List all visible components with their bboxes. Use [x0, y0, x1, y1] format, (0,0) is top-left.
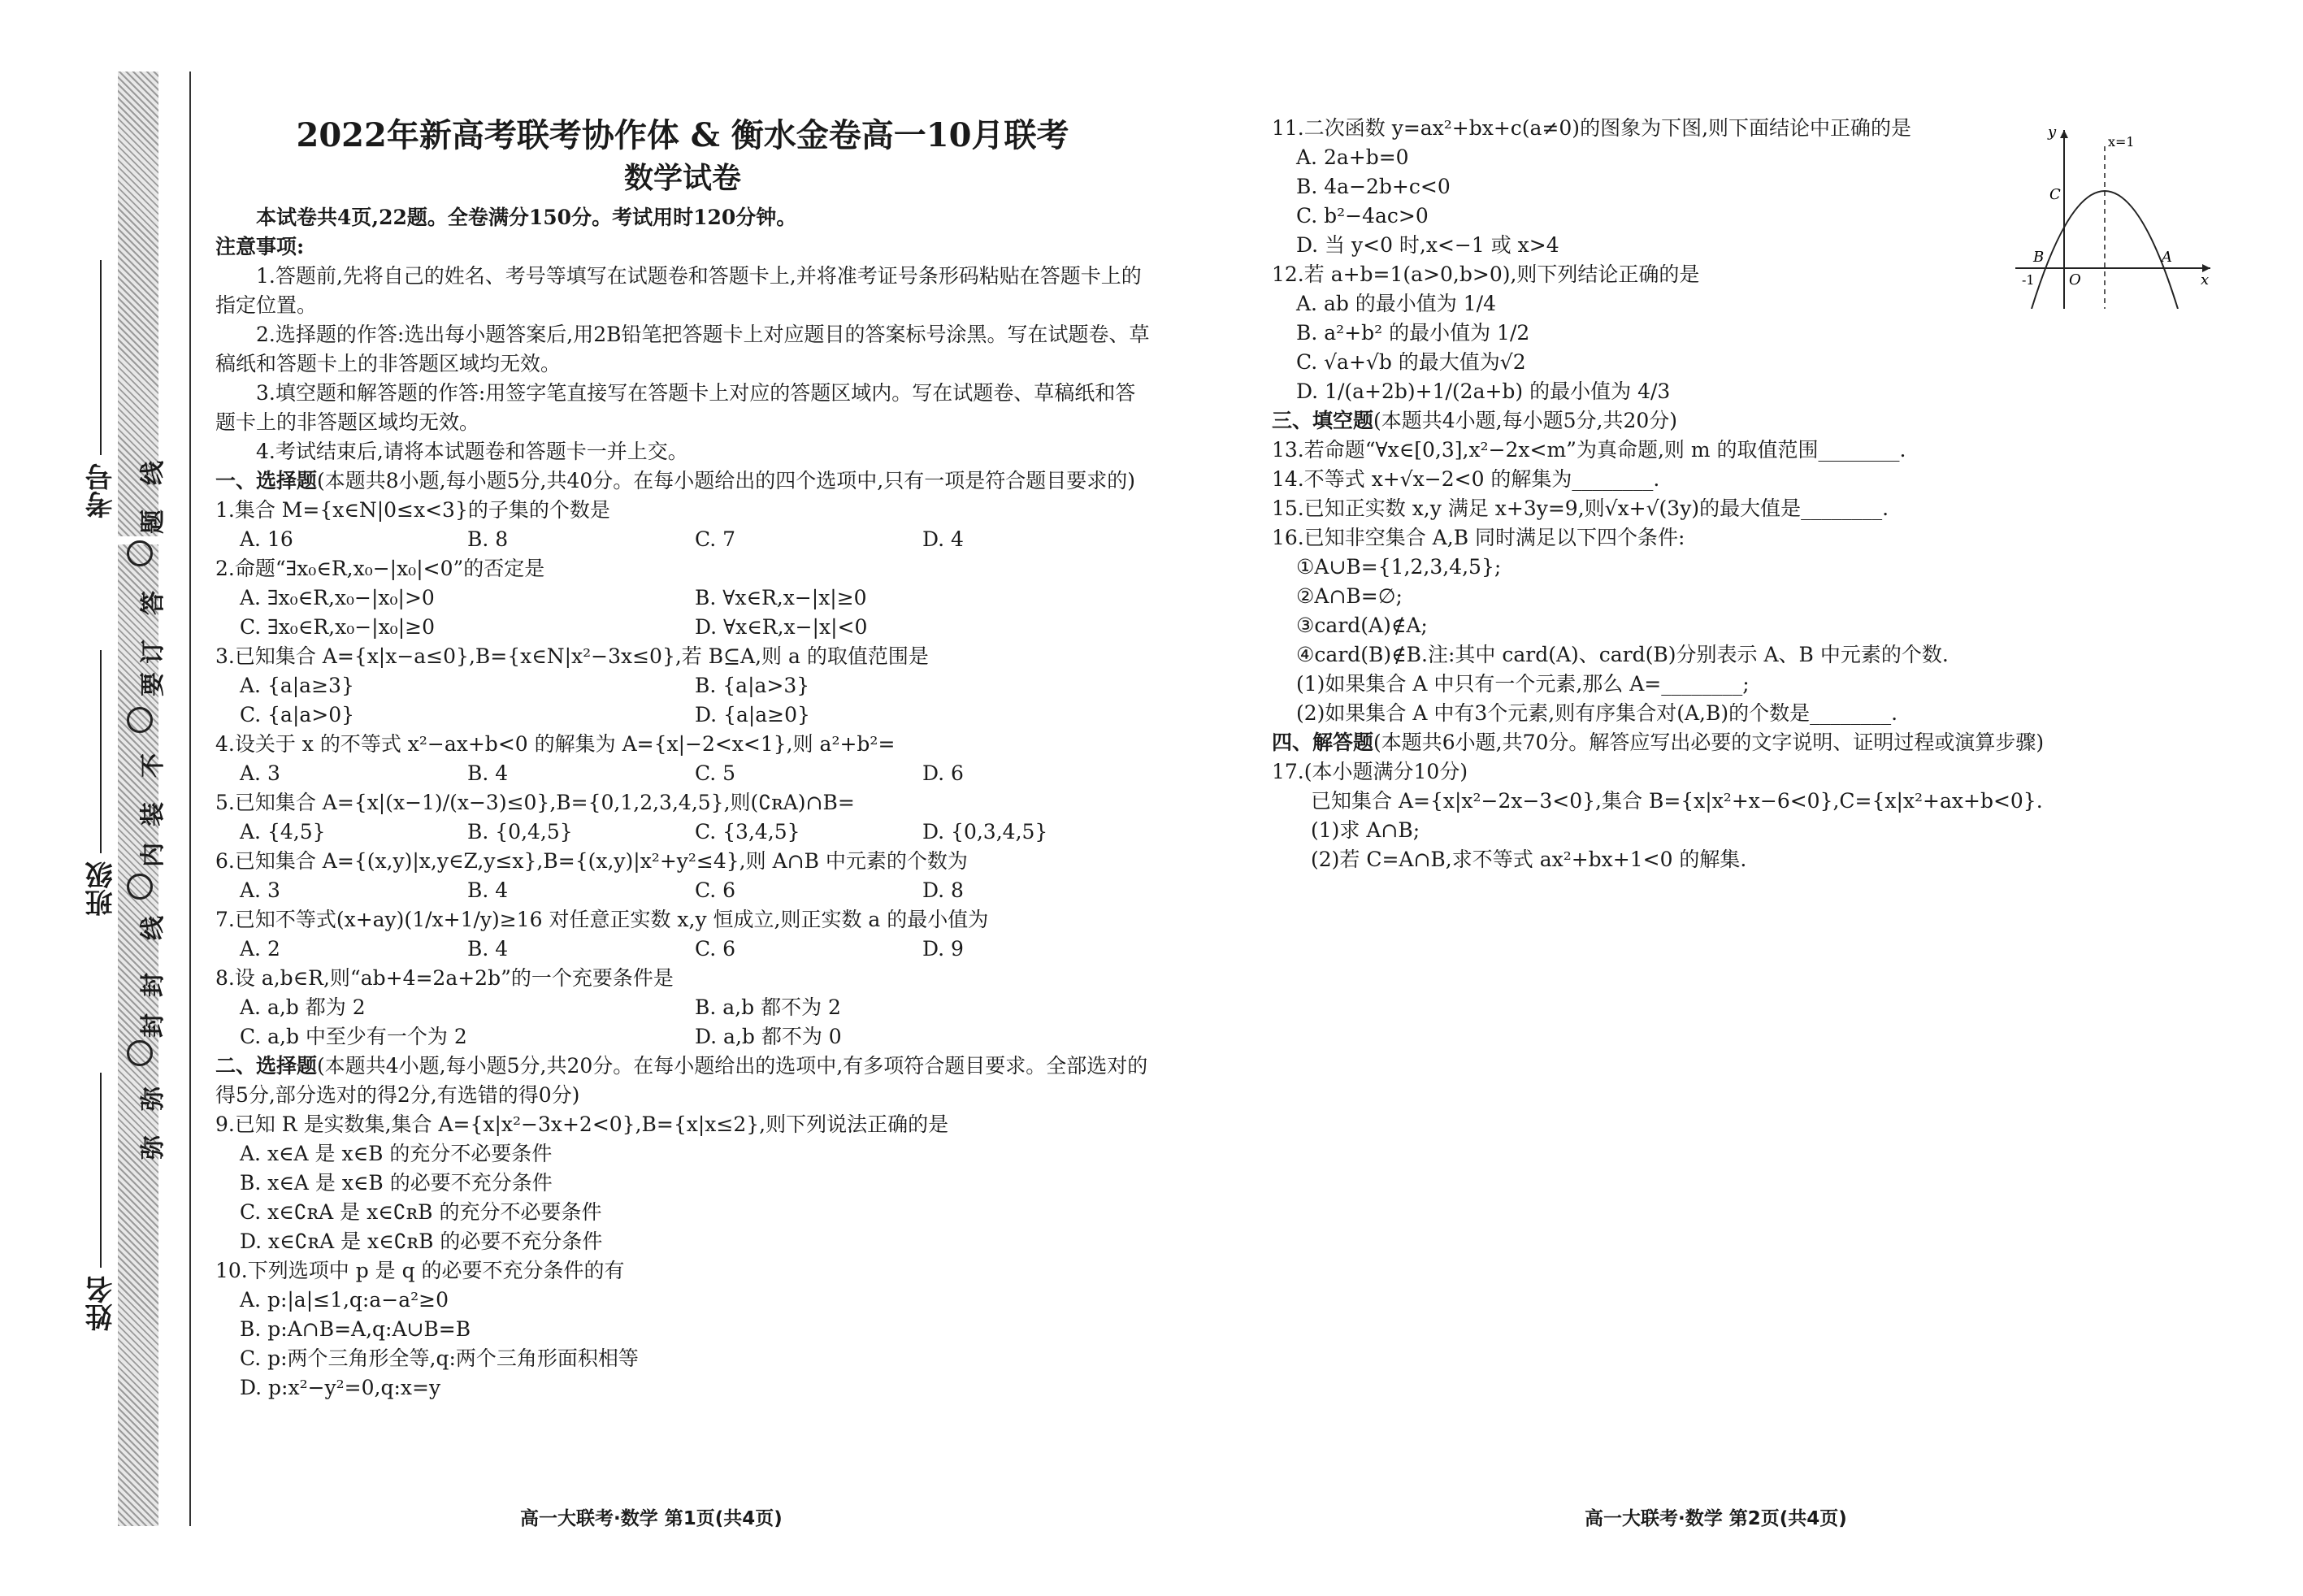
option-item: B. 4 — [467, 937, 509, 961]
seal-word: 封 — [139, 973, 167, 997]
label-xingming: 姓名 — [85, 1276, 118, 1331]
option-item: D. 1/(a+2b)+1/(2a+b) 的最小值为 4/3 — [1296, 379, 1671, 403]
option-item: D. 9 — [922, 937, 964, 961]
seal-word: 要 — [139, 672, 167, 696]
question-options — [215, 935, 1150, 964]
seal-circle — [127, 707, 153, 733]
question-stem: 5.已知集合 A={x|(x−1)/(x−3)≤0},B={0,1,2,3,4,5},则(∁ʀA)∩B= — [215, 791, 855, 814]
parabola-graph — [2015, 122, 2218, 309]
option-item: D. ∀x∈R,x−|x|<0 — [695, 615, 868, 639]
option-item: A. 3 — [240, 761, 280, 785]
question-options — [215, 1139, 1150, 1256]
option-item: D. x∈∁ʀA 是 x∈∁ʀB 的必要不充分条件 — [240, 1230, 603, 1253]
option-item: D. 8 — [922, 878, 964, 902]
seal-word: 订 — [139, 640, 167, 664]
option-item: B. 4a−2b+c<0 — [1296, 175, 1451, 198]
section-heading — [1272, 406, 2271, 436]
notice-item: 1.答题前,先将自己的姓名、考号等填写在试题卷和答题卡上,并将准考证号条形码粘贴在答题卡上的指定位置。 — [215, 264, 1142, 317]
question-options — [215, 671, 1150, 730]
seal-word: 弥 — [139, 1135, 167, 1160]
q17-part: (2)若 C=A∩B,求不等式 ax²+bx+1<0 的解集. — [1311, 848, 1747, 871]
question-options — [215, 759, 1150, 788]
questions-9-10 — [215, 1110, 1150, 1403]
section-label: 二、选择题 — [215, 1054, 318, 1078]
option-item: C. 6 — [695, 937, 736, 961]
option-item: D. 当 y<0 时,x<−1 或 x>4 — [1296, 233, 1559, 257]
questions-1-8 — [215, 496, 1150, 1052]
seal-circle — [127, 1040, 153, 1066]
exam-subtitle: 数学试卷 — [623, 161, 741, 195]
q16-conditions — [1272, 553, 2271, 728]
q16-line: (1)如果集合 A 中只有一个元素,那么 A=________; — [1296, 672, 1750, 696]
question-stem: 6.已知集合 A={(x,y)|x,y∈Z,y≤x},B={(x,y)|x²+y²≤4},则 A∩B 中元素的个数为 — [215, 849, 968, 873]
q16-line: ①A∪B={1,2,3,4,5}; — [1296, 555, 1502, 579]
option-item: D. 4 — [922, 527, 964, 551]
seal-word: 内 — [139, 843, 167, 867]
axis-label: x=1 — [2108, 134, 2135, 150]
section-desc: (本题共4小题,每小题5分,共20分。在每小题给出的选项中,有多项符合题目要求。全部选对的得5分,部分选对的得2分,有选错的得0分) — [215, 1054, 1148, 1107]
banji-write-line — [100, 650, 102, 853]
q16-line: (2)如果集合 A 中有3个元素,则有序集合对(A,B)的个数是________. — [1296, 701, 1898, 725]
section-heading — [215, 1052, 1150, 1110]
question-options — [215, 818, 1150, 847]
option-item: B. 8 — [467, 527, 509, 551]
option-item: A. 2 — [240, 937, 280, 961]
option-item: B. {a|a>3} — [695, 674, 810, 697]
section-heading — [215, 466, 1150, 496]
seal-word: 线 — [139, 916, 167, 940]
label-banji: 班级 — [85, 861, 118, 917]
seal-circle — [127, 540, 153, 566]
exam-info: 本试卷共4页,22题。全卷满分150分。考试用时120分钟。 — [256, 206, 797, 229]
q16-line: ④card(B)∉B.注:其中 card(A)、card(B)分别表示 A、B 中元素的个数. — [1296, 643, 1949, 666]
seal-word: 答 — [139, 591, 167, 615]
seal-word: 题 — [139, 510, 167, 534]
page-1 — [215, 114, 1150, 1403]
option-item: D. {a|a≥0} — [695, 703, 810, 726]
point-a-label: A — [2162, 249, 2172, 266]
option-item: B. x∈A 是 x∈B 的必要不充分条件 — [240, 1171, 553, 1195]
seal-word: 装 — [139, 802, 167, 826]
notice-heading: 注意事项: — [215, 235, 305, 258]
y-axis-arrow — [2060, 130, 2068, 138]
option-item: C. {a|a>0} — [240, 703, 355, 726]
hatched-strip — [118, 72, 158, 1526]
question-stem: 11.二次函数 y=ax²+bx+c(a≠0)的图象为下图,则下面结论中正确的是 — [1272, 116, 1912, 140]
question-stem: 7.已知不等式(x+ay)(1/x+1/y)≥16 对任意正实数 x,y 恒成立,则正实数 a 的最小值为 — [215, 908, 989, 931]
q16-line: ③card(A)∉A; — [1296, 614, 1428, 637]
option-item: A. 3 — [240, 878, 280, 902]
option-item: C. x∈∁ʀA 是 x∈∁ʀB 的充分不必要条件 — [240, 1200, 602, 1224]
option-item: C. b²−4ac>0 — [1296, 204, 1429, 228]
q17-title: 17.(本小题满分10分) — [1272, 760, 1468, 783]
footer-page-2: 高一大联考·数学 第2页(共4页) — [1585, 1508, 1847, 1529]
neg1-label: -1 — [2022, 272, 2035, 288]
section-desc: (本题共8小题,每小题5分,共40分。在每小题给出的四个选项中,只有一项是符合题目要求的) — [317, 469, 1135, 492]
fill-question: 16.已知非空集合 A,B 同时满足以下四个条件: — [1272, 526, 1685, 549]
seal-word: 线 — [139, 461, 167, 485]
xingming-write-line — [100, 1073, 102, 1268]
fill-question: 13.若命题“∀x∈[0,3],x²−2x<m”为真命题,则 m 的取值范围________. — [1272, 438, 1906, 462]
question-stem: 2.命题“∃x₀∈R,x₀−|x₀|<0”的否定是 — [215, 557, 545, 580]
option-item: B. 4 — [467, 761, 509, 785]
option-item: B. ∀x∈R,x−|x|≥0 — [695, 586, 867, 609]
section-label: 四、解答题 — [1272, 731, 1374, 754]
exam-title: 2022年新高考联考协作体 & 衡水金卷高一10月联考 — [296, 116, 1069, 154]
section-label: 一、选择题 — [215, 469, 318, 492]
question-stem: 10.下列选项中 p 是 q 的必要不充分条件的有 — [215, 1259, 625, 1282]
question-stem: 3.已知集合 A={x|x−a≤0},B={x∈N|x²−3x≤0},若 B⊆A,则 a 的取值范围是 — [215, 644, 929, 668]
option-item: C. p:两个三角形全等,q:两个三角形面积相等 — [240, 1347, 639, 1370]
question-stem: 12.若 a+b=1(a>0,b>0),则下列结论正确的是 — [1272, 262, 1700, 286]
q17-stem: 已知集合 A={x|x²−2x−3<0},集合 B={x|x²+x−6<0},C={x|x²+ax+b<0}. — [1311, 789, 2043, 813]
q17-part: (1)求 A∩B; — [1311, 818, 1420, 842]
option-item: D. {0,3,4,5} — [922, 820, 1048, 844]
option-item: D. a,b 都不为 0 — [695, 1025, 842, 1048]
question-options — [215, 525, 1150, 554]
option-item: C. √a+√b 的最大值为√2 — [1296, 350, 1526, 374]
option-item: C. 6 — [695, 878, 736, 902]
option-item: C. ∃x₀∈R,x₀−|x₀|≥0 — [240, 615, 435, 639]
section-heading — [1272, 728, 2271, 757]
notice-item: 2.选择题的作答:选出每小题答案后,用2B铅笔把答题卡上对应题目的答案标号涂黑。写在试题卷、草稿纸和答题卡上的非答题区域均无效。 — [215, 323, 1150, 375]
option-item: C. {3,4,5} — [695, 820, 800, 844]
option-item: B. {0,4,5} — [467, 820, 573, 844]
question-options — [215, 876, 1150, 905]
option-item: B. p:A∩B=A,q:A∪B=B — [240, 1317, 471, 1341]
question-stem: 8.设 a,b∈R,则“ab+4=2a+2b”的一个充要条件是 — [215, 966, 674, 990]
option-item: B. a,b 都不为 2 — [695, 995, 841, 1019]
notice-item: 4.考试结束后,请将本试题卷和答题卡一并上交。 — [256, 440, 688, 463]
option-item: A. 2a+b=0 — [1296, 145, 1409, 169]
origin-label: O — [2069, 271, 2081, 288]
option-item: C. 7 — [695, 527, 736, 551]
y-label: y — [2048, 124, 2057, 141]
option-item: B. 4 — [467, 878, 509, 902]
fill-question: 14.不等式 x+√x−2<0 的解集为________. — [1272, 467, 1660, 491]
option-item: D. 6 — [922, 761, 964, 785]
option-item: A. 16 — [240, 527, 293, 551]
section-desc: (本题共4小题,每小题5分,共20分) — [1373, 409, 1678, 432]
option-item: B. a²+b² 的最小值为 1/2 — [1296, 321, 1530, 345]
question-options — [215, 583, 1150, 642]
option-item: A. a,b 都为 2 — [240, 995, 366, 1019]
fill-question: 15.已知正实数 x,y 满足 x+3y=9,则√x+√(3y)的最大值是________. — [1272, 497, 1889, 520]
option-item: C. 5 — [695, 761, 736, 785]
footer-page-1: 高一大联考·数学 第1页(共4页) — [520, 1508, 783, 1529]
option-item: D. p:x²−y²=0,q:x=y — [240, 1376, 441, 1399]
question-stem: 9.已知 R 是实数集,集合 A={x|x²−3x+2<0},B={x|x≤2},则下列说法正确的是 — [215, 1112, 949, 1136]
option-item: A. ab 的最小值为 1/4 — [1296, 292, 1496, 315]
seal-word: 封 — [139, 1013, 167, 1038]
binding-sidebar — [0, 0, 195, 1596]
option-item: A. p:|a|≤1,q:a−a²≥0 — [240, 1288, 449, 1312]
option-item: A. {4,5} — [240, 820, 326, 844]
seal-circle — [127, 874, 153, 900]
question-options — [215, 1286, 1150, 1403]
option-item: A. {a|a≥3} — [240, 674, 354, 697]
question-stem: 4.设关于 x 的不等式 x²−ax+b<0 的解集为 A={x|−2<x<1},则 a²+b²= — [215, 732, 896, 756]
seal-word: 弥 — [139, 1086, 167, 1111]
section-label: 三、填空题 — [1272, 409, 1374, 432]
section-desc: (本题共6小题,共70分。解答应写出必要的文字说明、证明过程或演算步骤) — [1373, 731, 2045, 754]
question-options — [215, 993, 1150, 1052]
point-c-label: C — [2049, 186, 2061, 203]
notice-item: 3.填空题和解答题的作答:用签字笔直接写在答题卡上对应的答题区域内。写在试题卷、草稿纸和答题卡上的非答题区域均无效。 — [215, 381, 1136, 434]
seal-word: 不 — [139, 753, 167, 778]
option-item: A. ∃x₀∈R,x₀−|x₀|>0 — [240, 586, 435, 609]
option-item: C. a,b 中至少有一个为 2 — [240, 1025, 467, 1048]
x-label: x — [2201, 271, 2210, 288]
label-kaohao: 考号 — [85, 463, 118, 518]
option-item: A. x∈A 是 x∈B 的充分不必要条件 — [240, 1142, 553, 1165]
cut-line — [189, 72, 191, 1526]
point-b-label: B — [2033, 249, 2045, 266]
kaohao-write-line — [100, 260, 102, 455]
q16-line: ②A∩B=∅; — [1296, 584, 1403, 608]
question-stem: 1.集合 M={x∈N|0≤x<3}的子集的个数是 — [215, 498, 610, 522]
